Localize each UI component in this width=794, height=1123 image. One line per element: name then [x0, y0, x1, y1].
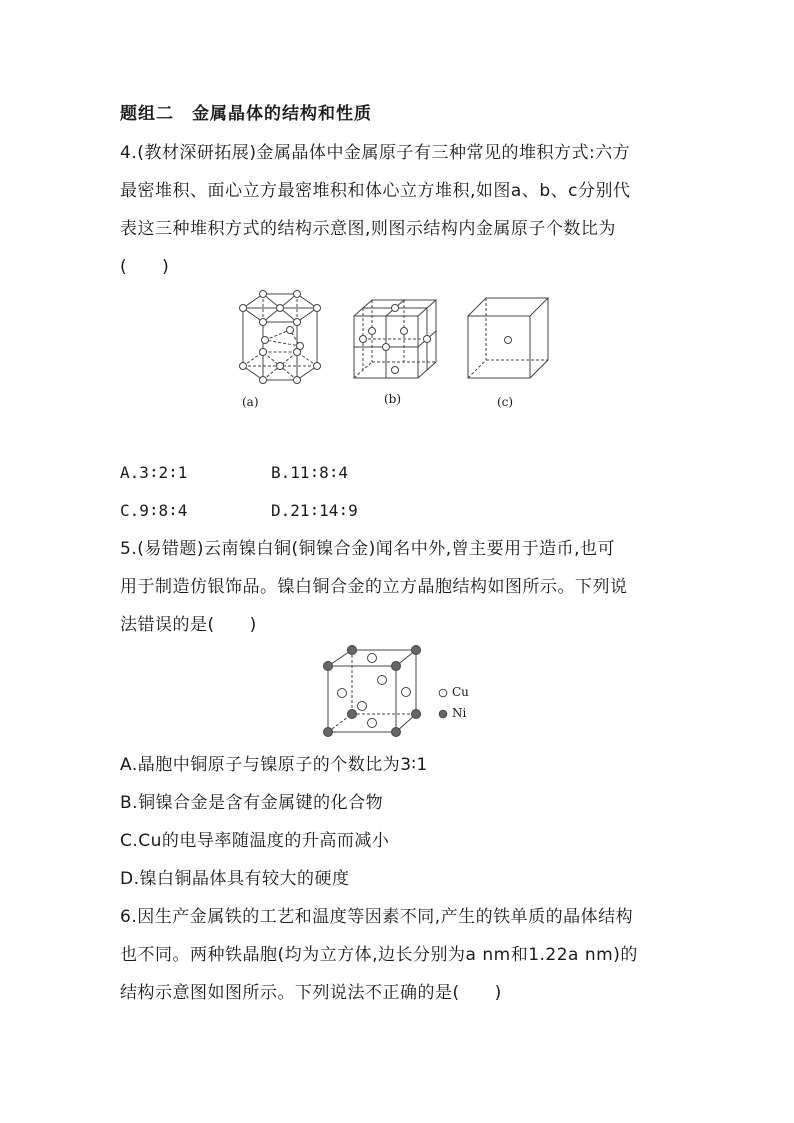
figure-a-label: (a): [242, 395, 259, 409]
figure-c-body-centered-cubic: [466, 296, 552, 382]
q6-line-1: 6.因生产金属铁的工艺和温度等因素不同,产生的铁单质的晶体结构: [120, 907, 634, 927]
q5-line-3: 法错误的是( ): [120, 615, 257, 635]
figure-b-label: (b): [384, 392, 402, 406]
legend-cu-label: Cu: [452, 685, 469, 699]
q5-option-b[interactable]: B.铜镍合金是含有金属键的化合物: [120, 793, 384, 813]
q4-option-a[interactable]: A.3∶2∶1: [120, 463, 188, 482]
q5-option-c[interactable]: C.Cu的电导率随温度的升高而减小: [120, 831, 390, 851]
q4-line-4: ( ): [120, 257, 170, 277]
q5-option-d[interactable]: D.镍白铜晶体具有较大的硬度: [120, 869, 350, 889]
q4-line-1: 4.(教材深研拓展)金属晶体中金属原子有三种常见的堆积方式:六方: [120, 143, 631, 163]
figure-b-face-centered-cubic: [350, 298, 440, 382]
q4-line-3: 表这三种堆积方式的结构示意图,则图示结构内金属原子个数比为: [120, 219, 616, 239]
q6-line-3: 结构示意图如图所示。下列说法不正确的是( ): [120, 983, 502, 1003]
q4-line-2: 最密堆积、面心立方最密堆积和体心立方堆积,如图a、b、c分别代: [120, 181, 631, 201]
q4-option-d[interactable]: D.21∶14∶9: [271, 501, 358, 520]
q4-option-b[interactable]: B.11∶8∶4: [271, 463, 349, 482]
figure-cu-ni-unit-cell: [324, 646, 420, 736]
legend-ni-icon: [438, 709, 448, 719]
q5-option-a[interactable]: A.晶胞中铜原子与镍原子的个数比为3∶1: [120, 755, 428, 775]
section-heading: 题组二 金属晶体的结构和性质: [120, 104, 372, 124]
q4-option-c[interactable]: C.9∶8∶4: [120, 501, 188, 520]
q6-line-2: 也不同。两种铁晶胞(均为立方体,边长分别为a nm和1.22a nm)的: [120, 945, 638, 965]
figure-c-label: (c): [497, 395, 514, 409]
figure-a-hexagonal-close-packing: [235, 288, 335, 388]
q5-line-1: 5.(易错题)云南镍白铜(铜镍合金)闻名中外,曾主要用于造币,也可: [120, 539, 616, 559]
legend-ni-label: Ni: [452, 706, 467, 720]
legend-cu-icon: [438, 688, 448, 698]
q5-line-2: 用于制造仿银饰品。镍白铜合金的立方晶胞结构如图所示。下列说: [120, 577, 628, 597]
